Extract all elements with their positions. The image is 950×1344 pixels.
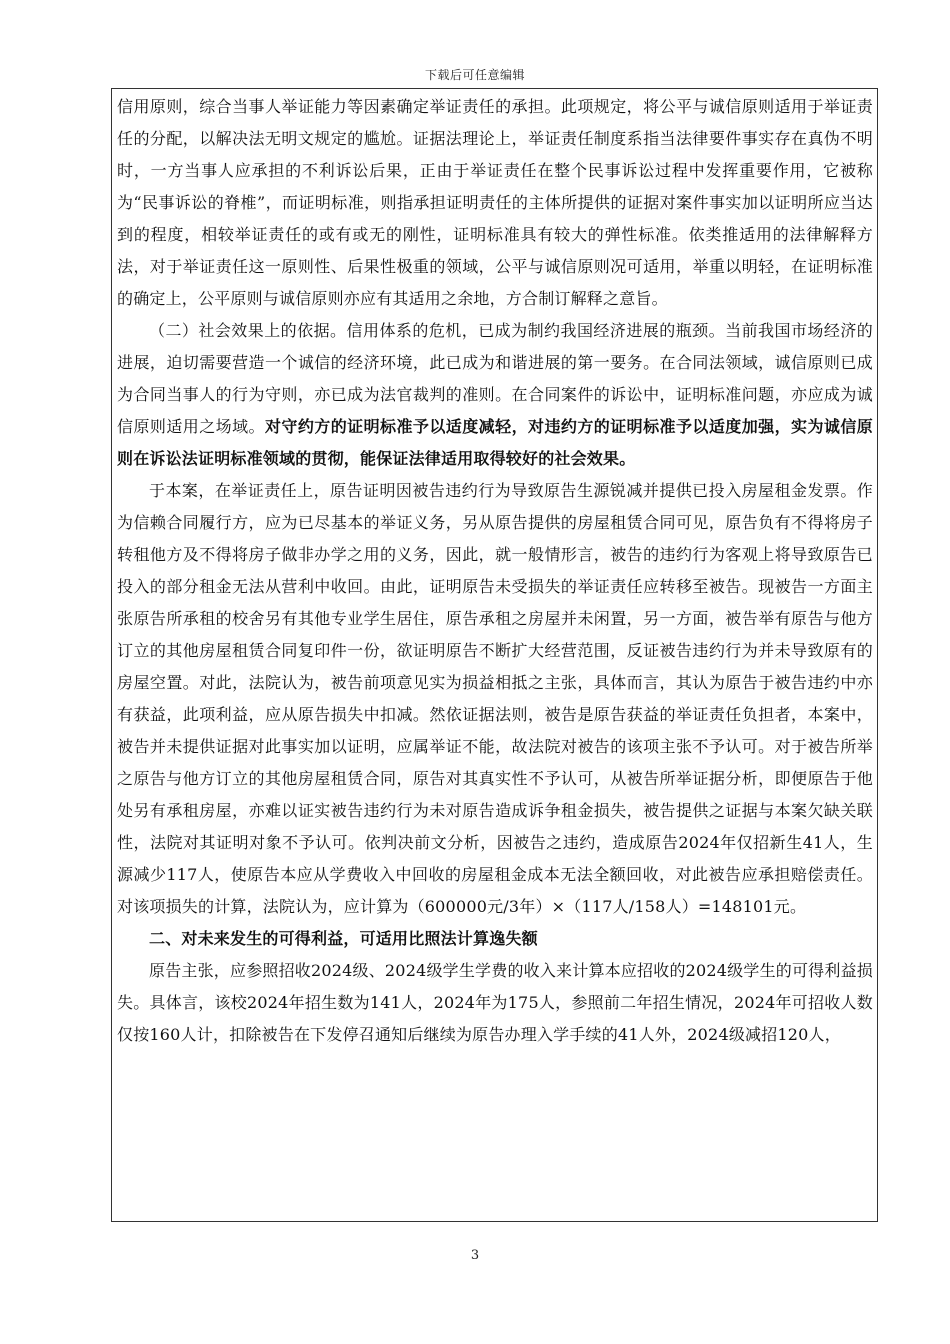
document-body: [117, 91, 873, 1051]
paragraph-4: 原告主张，应参照招收2024级、2024级学生学费的收入来计算本应招收的2024级学生的可得利益损失。具体言，该校2024年招生数为141人，2024年为175人，参照前二年招生情况，2024年可招收人数仅按160人计，扣除被告在下发停召通知后继续为原告办理入学手续的41人外，2024级减招120人，: [117, 961, 873, 1044]
paragraph-2-bold-text: 对守约方的证明标准予以适度减轻，对违约方的证明标准予以适度加强，实为诚信原则在诉讼法证明标准领域的贯彻，能保证法律适用取得较好的社会效果。: [117, 417, 873, 468]
section-heading-text: 二、对未来发生的可得利益，可适用比照法计算逸失额: [149, 929, 538, 948]
page-number: 3: [470, 1248, 480, 1263]
paragraph-1: 信用原则，综合当事人举证能力等因素确定举证责任的承担。此项规定，将公平与诚信原则适用于举证责任的分配，以解决法无明文规定的尴尬。证据法理论上，举证责任制度系指当法律要件事实存在真伪不明时，一方当事人应承担的不利诉讼后果，正由于举证责任在整个民事诉讼过程中发挥重要作用，它被称为“民事诉讼的脊椎”，而证明标准，则指承担证明责任的主体所提供的证据对案件事实加以证明所应当达到的程度，相较举证责任的或有或无的刚性，证明标准具有较大的弹性标准。依类推适用的法律解释方法，对于举证责任这一原则性、后果性极重的领域，公平与诚信原则况可适用，举重以明轻，在证明标准的确定上，公平原则与诚信原则亦应有其适用之余地，方合制订解释之意旨。: [117, 97, 873, 308]
paragraph-2: [117, 315, 873, 475]
section-heading: [117, 923, 873, 955]
paragraph-3: 于本案，在举证责任上，原告证明因被告违约行为导致原告生源锐减并提供已投入房屋租金发票。作为信赖合同履行方，应为已尽基本的举证义务，另从原告提供的房屋租赁合同可见，原告负有不得将房子转租他方及不得将房子做非办学之用的义务，因此，就一般情形言，被告的违约行为客观上将导致原告已投入的部分租金无法从营利中收回。由此，证明原告未受损失的举证责任应转移至被告。现被告一方面主张原告所承租的校舍另有其他专业学生居住，原告承租之房屋并未闲置，另一方面，被告举有原告与他方订立的其他房屋租赁合同复印件一份，欲证明原告不断扩大经营范围，反证被告违约行为并未导致原有的房屋空置。对此，法院认为，被告前项意见实为损益相抵之主张，具体而言，其认为原告于被告违约中亦有获益，此项利益，应从原告损失中扣减。然依证据法则，被告是原告获益的举证责任负担者，本案中，被告并未提供证据对此事实加以证明，应属举证不能，故法院对被告的该项主张不予认可。对于被告所举之原告与他方订立的其他房屋租赁合同，原告对其真实性不予认可，从被告所举证据分析，即便原告于他处另有承租房屋，亦难以证实被告违约行为未对原告造成诉争租金损失，被告提供之证据与本案欠缺关联性，法院对其证明对象不予认可。依判决前文分析，因被告之违约，造成原告2024年仅招新生41人，生源减少117人，使原告本应从学费收入中回收的房屋租金成本无法全额回收，对此被告应承担赔偿责任。对该项损失的计算，法院认为，应计算为（600000元/3年）×（117人/158人）=148101元。: [117, 481, 873, 916]
paragraph-2-text: （二）社会效果上的依据。信用体系的危机，已成为制约我国经济进展的瓶颈。当前我国市场经济的进展，迫切需要营造一个诚信的经济环境，此已成为和谐进展的第一要务。在合同法领域，诚信原则已成为合同当事人的行为守则，亦已成为法官裁判的准则。在合同案件的诉讼中，证明标准问题，亦应成为诚信原则适用之场域。: [117, 321, 873, 436]
page-header: 下载后可任意编辑: [424, 68, 525, 82]
